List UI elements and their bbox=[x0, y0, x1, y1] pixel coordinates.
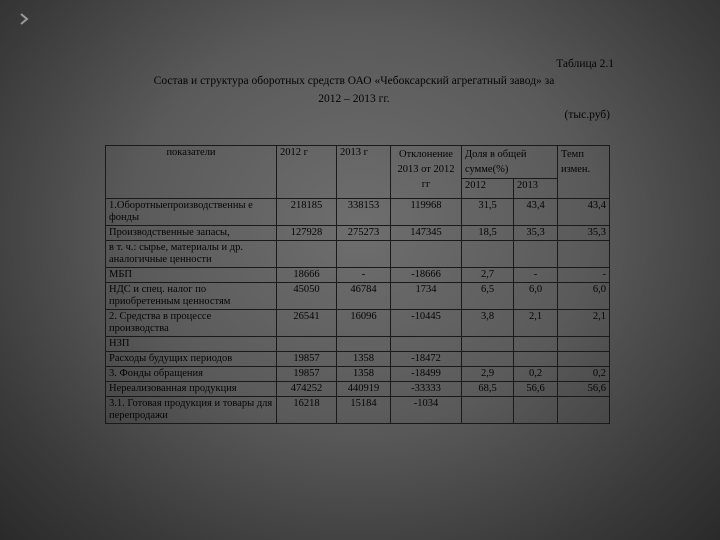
value-2013: 1358 bbox=[337, 367, 391, 382]
value-share-2012: 3,8 bbox=[462, 310, 514, 337]
value-deviation: -18472 bbox=[391, 352, 462, 367]
row-label: в т. ч.: сырье, материалы и др. аналогичные ценности bbox=[106, 241, 277, 268]
value-deviation: -1034 bbox=[391, 397, 462, 424]
value-2013: 1358 bbox=[337, 352, 391, 367]
value-2013 bbox=[337, 337, 391, 352]
value-share-2013 bbox=[514, 397, 558, 424]
table-row bbox=[106, 310, 610, 337]
value-2012: 474252 bbox=[277, 382, 337, 397]
table-row bbox=[106, 382, 610, 397]
header-deviation: Отклонение 2013 от 2012 гг bbox=[391, 146, 462, 199]
header-share-2012: 2012 bbox=[462, 179, 514, 199]
value-rate bbox=[558, 352, 610, 367]
chevron-right-icon bbox=[18, 12, 32, 26]
value-rate: 43,4 bbox=[558, 199, 610, 226]
value-share-2012: 2,7 bbox=[462, 268, 514, 283]
row-label: 2. Средства в процессе производства bbox=[106, 310, 277, 337]
header-row bbox=[106, 146, 610, 179]
table-number: Таблица 2.1 bbox=[556, 58, 614, 70]
value-share-2012 bbox=[462, 352, 514, 367]
value-2012: 218185 bbox=[277, 199, 337, 226]
value-deviation bbox=[391, 241, 462, 268]
table-row bbox=[106, 367, 610, 382]
value-rate: 0,2 bbox=[558, 367, 610, 382]
value-rate: - bbox=[558, 268, 610, 283]
table-row bbox=[106, 268, 610, 283]
table-row bbox=[106, 199, 610, 226]
value-share-2013: 0,2 bbox=[514, 367, 558, 382]
table-row bbox=[106, 226, 610, 241]
value-share-2012: 2,9 bbox=[462, 367, 514, 382]
value-2013: 338153 bbox=[337, 199, 391, 226]
value-2013: 16096 bbox=[337, 310, 391, 337]
table-title-line2: 2012 – 2013 гг. bbox=[318, 93, 390, 105]
value-share-2012 bbox=[462, 397, 514, 424]
value-deviation: -33333 bbox=[391, 382, 462, 397]
value-rate bbox=[558, 337, 610, 352]
value-rate bbox=[558, 397, 610, 424]
value-share-2013: - bbox=[514, 268, 558, 283]
value-2012: 19857 bbox=[277, 352, 337, 367]
row-label: Производственные запасы, bbox=[106, 226, 277, 241]
row-label: НЗП bbox=[106, 337, 277, 352]
row-label: НДС и спец. налог по приобретенным ценностям bbox=[106, 283, 277, 310]
value-2013: 15184 bbox=[337, 397, 391, 424]
table-row bbox=[106, 241, 610, 268]
value-2013: 440919 bbox=[337, 382, 391, 397]
value-deviation: -18666 bbox=[391, 268, 462, 283]
value-rate: 6,0 bbox=[558, 283, 610, 310]
value-share-2013 bbox=[514, 337, 558, 352]
row-label: Нереализованная продукция bbox=[106, 382, 277, 397]
value-share-2012 bbox=[462, 337, 514, 352]
header-2012: 2012 г bbox=[277, 146, 337, 199]
value-share-2013 bbox=[514, 352, 558, 367]
value-2012: 45050 bbox=[277, 283, 337, 310]
value-deviation: -18499 bbox=[391, 367, 462, 382]
value-2012: 19857 bbox=[277, 367, 337, 382]
value-share-2013: 6,0 bbox=[514, 283, 558, 310]
value-share-2013 bbox=[514, 241, 558, 268]
table-row bbox=[106, 352, 610, 367]
value-rate bbox=[558, 241, 610, 268]
row-label: 3. Фонды обращения bbox=[106, 367, 277, 382]
value-share-2012: 68,5 bbox=[462, 382, 514, 397]
header-rate: Темп измен. bbox=[558, 146, 610, 199]
value-2013 bbox=[337, 241, 391, 268]
value-share-2012: 6,5 bbox=[462, 283, 514, 310]
value-share-2013: 2,1 bbox=[514, 310, 558, 337]
row-label: 1.Оборотныепроизводственны е фонды bbox=[106, 199, 277, 226]
value-rate: 2,1 bbox=[558, 310, 610, 337]
header-share-2013: 2013 bbox=[514, 179, 558, 199]
value-2013: - bbox=[337, 268, 391, 283]
value-rate: 56,6 bbox=[558, 382, 610, 397]
current-assets-table bbox=[105, 145, 610, 424]
header-indicators: показатели bbox=[106, 146, 277, 199]
value-share-2012: 31,5 bbox=[462, 199, 514, 226]
value-2012 bbox=[277, 337, 337, 352]
value-share-2013: 56,6 bbox=[514, 382, 558, 397]
units-label: (тыс.руб) bbox=[564, 109, 610, 121]
value-2013: 46784 bbox=[337, 283, 391, 310]
value-deviation: -10445 bbox=[391, 310, 462, 337]
value-2012 bbox=[277, 241, 337, 268]
value-2012: 127928 bbox=[277, 226, 337, 241]
value-share-2012 bbox=[462, 241, 514, 268]
row-label: Расходы будущих периодов bbox=[106, 352, 277, 367]
row-label: 3.1. Готовая продукция и товары для перепродажи bbox=[106, 397, 277, 424]
value-2013: 275273 bbox=[337, 226, 391, 241]
table-row bbox=[106, 283, 610, 310]
value-deviation bbox=[391, 337, 462, 352]
value-2012: 26541 bbox=[277, 310, 337, 337]
value-share-2013: 35,3 bbox=[514, 226, 558, 241]
value-2012: 16218 bbox=[277, 397, 337, 424]
value-2012: 18666 bbox=[277, 268, 337, 283]
table-title-line1: Состав и структура оборотных средств ОАО «Чебоксарский агрегатный завод» за bbox=[153, 75, 555, 87]
value-deviation: 119968 bbox=[391, 199, 462, 226]
value-deviation: 1734 bbox=[391, 283, 462, 310]
header-2013: 2013 г bbox=[337, 146, 391, 199]
value-share-2012: 18,5 bbox=[462, 226, 514, 241]
table-row bbox=[106, 397, 610, 424]
header-share: Доля в общей сумме(%) bbox=[462, 146, 558, 179]
value-rate: 35,3 bbox=[558, 226, 610, 241]
value-deviation: 147345 bbox=[391, 226, 462, 241]
value-share-2013: 43,4 bbox=[514, 199, 558, 226]
table-row bbox=[106, 337, 610, 352]
row-label: МБП bbox=[106, 268, 277, 283]
